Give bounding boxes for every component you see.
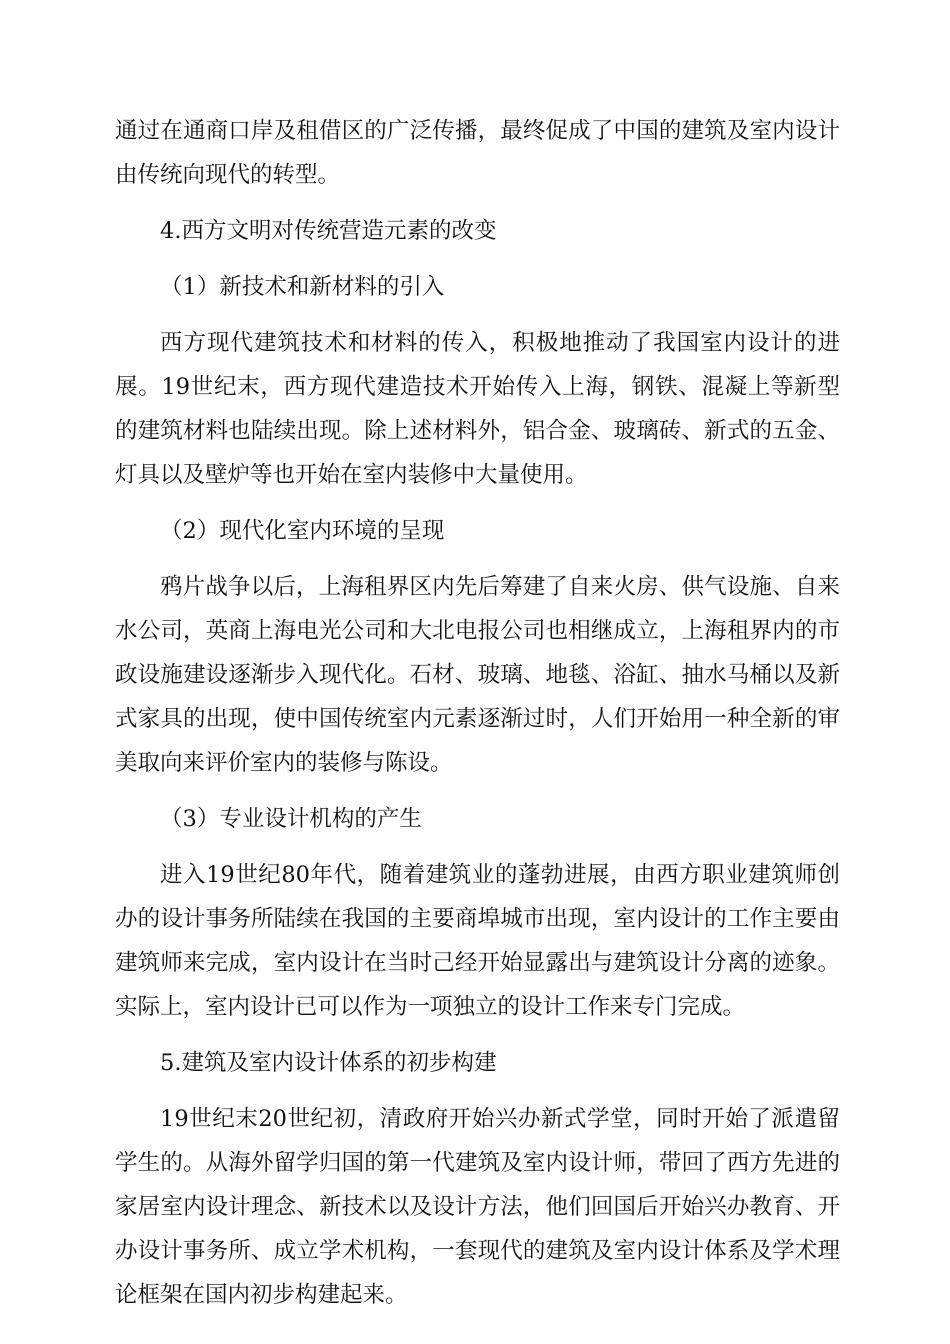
section-heading-4: 4.西方文明对传统营造元素的改变 bbox=[160, 218, 497, 244]
section-heading-5: 5.建筑及室内设计体系的初步构建 bbox=[160, 1050, 497, 1076]
subheading-modern-interior: （2）现代化室内环境的呈现 bbox=[160, 518, 445, 544]
document-body bbox=[115, 109, 840, 1329]
subheading-new-technology: （1）新技术和新材料的引入 bbox=[160, 274, 445, 300]
subheading-design-institutions: （3）专业设计机构的产生 bbox=[160, 806, 422, 832]
paragraph-technology-materials: 西方现代建筑技术和材料的传入，积极地推动了我国室内设计的进展。19世纪末，西方现代建造技术开始传入上海，钢铁、混凝上等新型的建筑材料也陆续出现。除上述材料外，铝合金、玻璃砖、新式的五金、灯具以及壁炉等也开始在室内装修中大量使用。 bbox=[115, 330, 840, 488]
paragraph-design-system: 19世纪末20世纪初，清政府开始兴办新式学堂，同时开始了派遣留学生的。从海外留学归国的第一代建筑及室内设计师，带回了西方先进的家居室内设计理念、新技术以及设计方法，他们回国后开始兴办教育、开办设计事务所、成立学术机构，一套现代的建筑及室内设计体系及学术理论框架在国内初步构建起来。 bbox=[115, 1106, 840, 1308]
paragraph-modern-interior: 鸦片战争以后，上海租界区内先后筹建了自来火房、供气设施、自来水公司，英商上海电光公司和大北电报公司也相继成立，上海租界内的市政设施建设逐渐步入现代化。石材、玻璃、地毯、浴缸、抽水马桶以及新式家具的出现，使中国传统室内元素逐渐过时，人们开始用一种全新的审美取向来评价室内的装修与陈设。 bbox=[115, 574, 840, 776]
paragraph-continuation: 通过在通商口岸及租借区的广泛传播，最终促成了中国的建筑及室内设计由传统向现代的转型。 bbox=[115, 118, 840, 188]
paragraph-design-institutions: 进入19世纪80年代，随着建筑业的蓬勃进展，由西方职业建筑师创办的设计事务所陆续在我国的主要商埠城市出现，室内设计的工作主要由建筑师来完成，室内设计在当时己经开始显露出与建筑设计分离的迹象。实际上，室内设计已可以作为一项独立的设计工作来专门完成。 bbox=[115, 862, 840, 1020]
